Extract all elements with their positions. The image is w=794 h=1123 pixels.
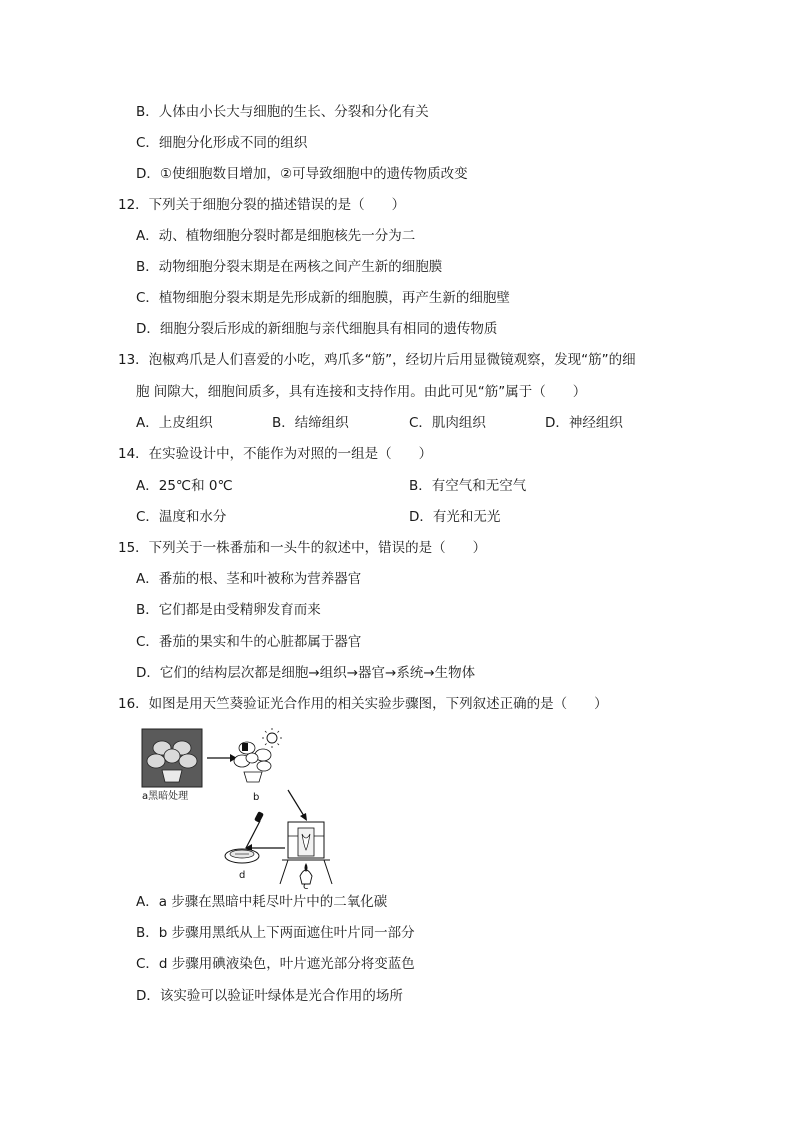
q15-option-c: C．番茄的果实和牛的心脏都属于器官 (136, 634, 362, 650)
label-c: c (303, 881, 309, 891)
water-bath-beaker (280, 822, 332, 884)
q15-option-d: D．它们的结构层次都是细胞→组织→器官→系统→生物体 (136, 665, 476, 681)
q12-option-b: B．动物细胞分裂末期是在两核之间产生新的细胞膜 (136, 259, 443, 275)
label-d: d (239, 870, 246, 881)
q16-option-d: D．该实验可以验证叶绿体是光合作用的场所 (136, 988, 403, 1004)
q13-option-d: D．神经组织 (545, 415, 623, 431)
q14-option-b: B．有空气和无空气 (409, 478, 527, 494)
q15-option-a: A．番茄的根、茎和叶被称为营养器官 (136, 571, 362, 587)
q13-option-c: C．肌肉组织 (409, 415, 486, 431)
experiment-figure (140, 726, 400, 891)
petri-dish-dropper (225, 811, 264, 863)
label-b: b (253, 792, 260, 803)
q11-option-c: C．细胞分化形成不同的组织 (136, 135, 308, 151)
q16-stem: 16．如图是用天竺葵验证光合作用的相关实验步骤图，下列叙述正确的是（ ） (118, 696, 608, 712)
q14-option-c: C．温度和水分 (136, 509, 227, 525)
q14-stem: 14．在实验设计中，不能作为对照的一组是（ ） (118, 446, 433, 462)
q14-option-a: A．25℃和 0℃ (136, 478, 233, 494)
plant-in-sunlight (234, 728, 282, 782)
q16-option-c: C．d 步骤用碘液染色，叶片遮光部分将变蓝色 (136, 956, 415, 972)
q11-option-b: B．人体由小长大与细胞的生长、分裂和分化有关 (136, 104, 429, 120)
q13-stem-line1: 13．泡椒鸡爪是人们喜爱的小吃，鸡爪多“筋”，经切片后用显微镜观察，发现“筋”的细 (118, 352, 636, 368)
q13-stem-line2: 胞 间隙大，细胞间质多，具有连接和支持作用。由此可见“筋”属于（ ） (136, 384, 587, 400)
q12-stem: 12．下列关于细胞分裂的描述错误的是（ ） (118, 197, 406, 213)
q12-option-c: C．植物细胞分裂末期是先形成新的细胞膜，再产生新的细胞壁 (136, 290, 510, 306)
q16-option-a: A．a 步骤在黑暗中耗尽叶片中的二氧化碳 (136, 894, 388, 910)
q13-option-a: A．上皮组织 (136, 415, 213, 431)
label-a: a黑暗处理 (142, 791, 189, 802)
experiment-diagram (140, 726, 400, 891)
q12-option-d: D．细胞分裂后形成的新细胞与亲代细胞具有相同的遗传物质 (136, 321, 498, 337)
q13-option-b: B．结缔组织 (272, 415, 349, 431)
q15-stem: 15．下列关于一株番茄和一头牛的叙述中，错误的是（ ） (118, 540, 487, 556)
sun-icon (267, 733, 277, 743)
q16-option-b: B．b 步骤用黑纸从上下两面遮住叶片同一部分 (136, 925, 415, 941)
q14-option-d: D．有光和无光 (409, 509, 501, 525)
arrow-b-to-c (288, 790, 304, 816)
q12-option-a: A．动、植物细胞分裂时都是细胞核先一分为二 (136, 228, 416, 244)
q11-option-d: D．①使细胞数目增加，②可导致细胞中的遗传物质改变 (136, 166, 468, 182)
dark-treatment-box (142, 729, 202, 787)
q15-option-b: B．它们都是由受精卵发育而来 (136, 602, 321, 618)
